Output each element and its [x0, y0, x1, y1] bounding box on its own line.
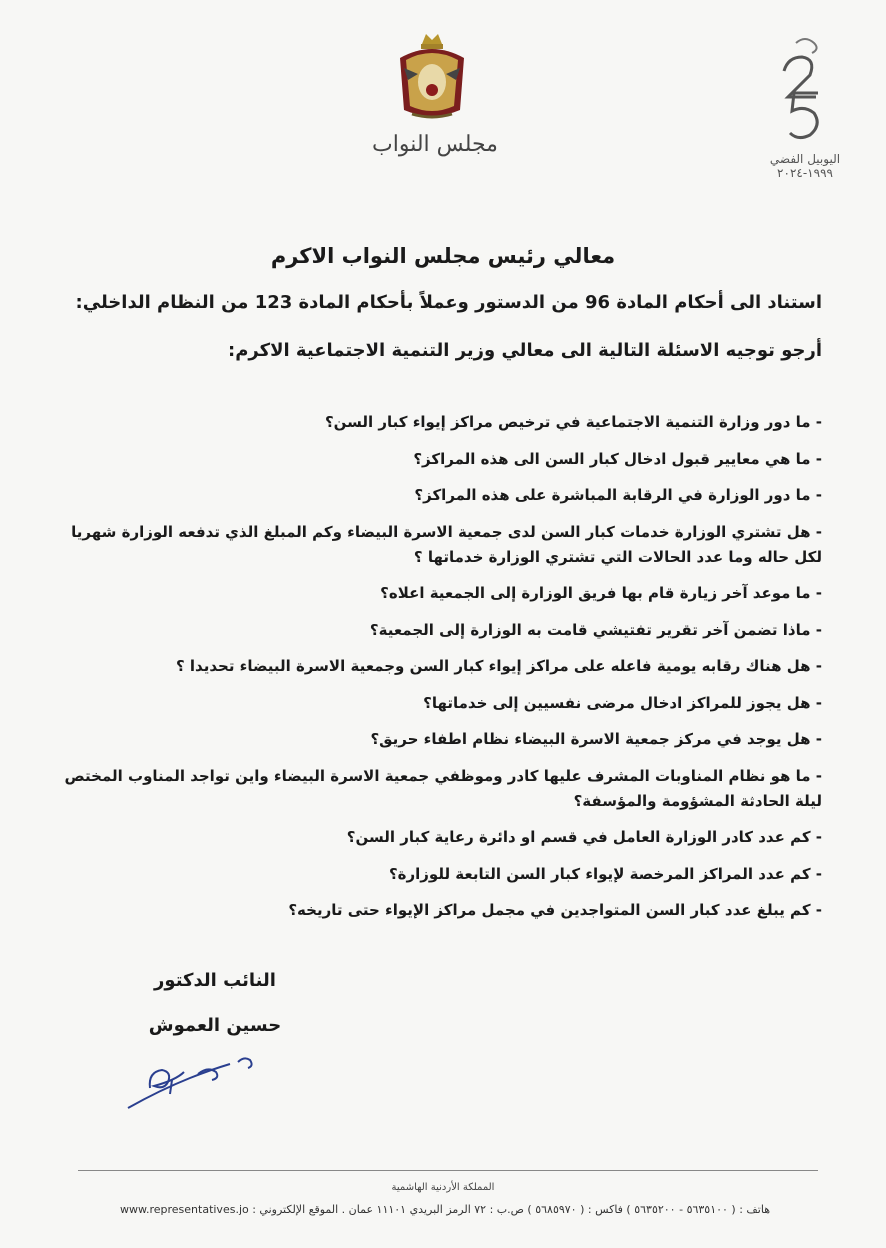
question-item: - ما هي معايير قبول ادخال كبار السن الى هذه المراكز؟: [413, 449, 822, 468]
question-item: - ما دور وزارة التنمية الاجتماعية في ترخيص مراكز إيواء كبار السن؟: [324, 413, 822, 431]
question-item: - كم عدد كادر الوزارة العامل في قسم او دائرة رعاية كبار السن؟: [346, 828, 822, 846]
question-item: - هل يوجد في مركز جمعية الاسرة البيضاء نظام اطفاء حريق؟: [370, 730, 822, 748]
intro-line-1: استناد الى أحكام المادة 96 من الدستور وعملاً بأحكام المادة 123 من النظام الداخلي:: [75, 292, 822, 313]
salutation: معالي رئيس مجلس النواب الاكرم: [270, 244, 616, 268]
question-item: - هل يجوز للمراكز ادخال مرضى نفسيين إلى خدماتها؟: [423, 693, 822, 712]
question-item: - كم عدد المراكز المرخصة لإيواء كبار السن التابعة للوزارة؟: [388, 864, 822, 883]
intro-line-2: أرجو توجيه الاسئلة التالية الى معالي وزير التنمية الاجتماعية الاكرم:: [228, 340, 822, 361]
silver-jubilee-25-icon: [770, 35, 840, 145]
question-item: - هل تشتري الوزارة خدمات كبار السن لدى جمعية الاسرة البيضاء وكم المبلغ الذي تدفعه الوزارة شهريا لكل حاله وما عدد الحالات التي تشتري الوزارة خدماتها ؟: [71, 522, 822, 566]
question-item: - ما دور الوزارة في الرقابة المباشرة على هذه المراكز؟: [414, 486, 822, 504]
signatory-title: النائب الدكتور: [154, 970, 276, 991]
question-item: - كم يبلغ عدد كبار السن المتواجدين في مجمل مراكز الإيواء حتى تاريخه؟: [288, 901, 822, 919]
jordan-coat-of-arms-icon: [392, 30, 472, 125]
emblem-caption: مجلس النواب: [372, 132, 498, 157]
jubilee-title: اليوبيل الفضي: [769, 152, 841, 166]
question-item: - هل هناك رقابه يومية فاعله على مراكز إيواء كبار السن وجمعية الاسرة البيضاء تحديدا ؟: [175, 657, 822, 675]
footer-contact: هاتف : ( ٥٦٣٥١٠٠ - ٥٦٣٥٢٠٠ ) فاكس : ( ٥٦٨٥٩٧٠ ) ص.ب : ٧٢ الرمز البريدي ١١١٠١ عمان . الموقع الإلكتروني : www.representatives.jo: [119, 1203, 771, 1216]
questions-list: [62, 410, 822, 935]
footer-divider: [78, 1170, 818, 1171]
footer-kingdom: المملكة الأردنية الهاشمية: [391, 1182, 495, 1193]
jubilee-years: ١٩٩٩-٢٠٢٤: [777, 166, 833, 180]
jubilee-caption: [755, 152, 855, 180]
question-item: - ما موعد آخر زيارة قام بها فريق الوزارة إلى الجمعية اعلاه؟: [380, 584, 822, 602]
signatory-name: حسين العموش: [148, 1015, 282, 1036]
question-item: - ماذا تضمن آخر تقرير تفتيشي قامت به الوزارة إلى الجمعية؟: [369, 620, 822, 639]
question-item: - ما هو نظام المناوبات المشرف عليها كادر وموظفي جمعية الاسرة البيضاء واين تواجد المناوب المختص ليلة الحادثة المشؤومة والمؤسفة؟: [64, 766, 822, 810]
handwritten-signature-icon: [120, 1050, 280, 1115]
